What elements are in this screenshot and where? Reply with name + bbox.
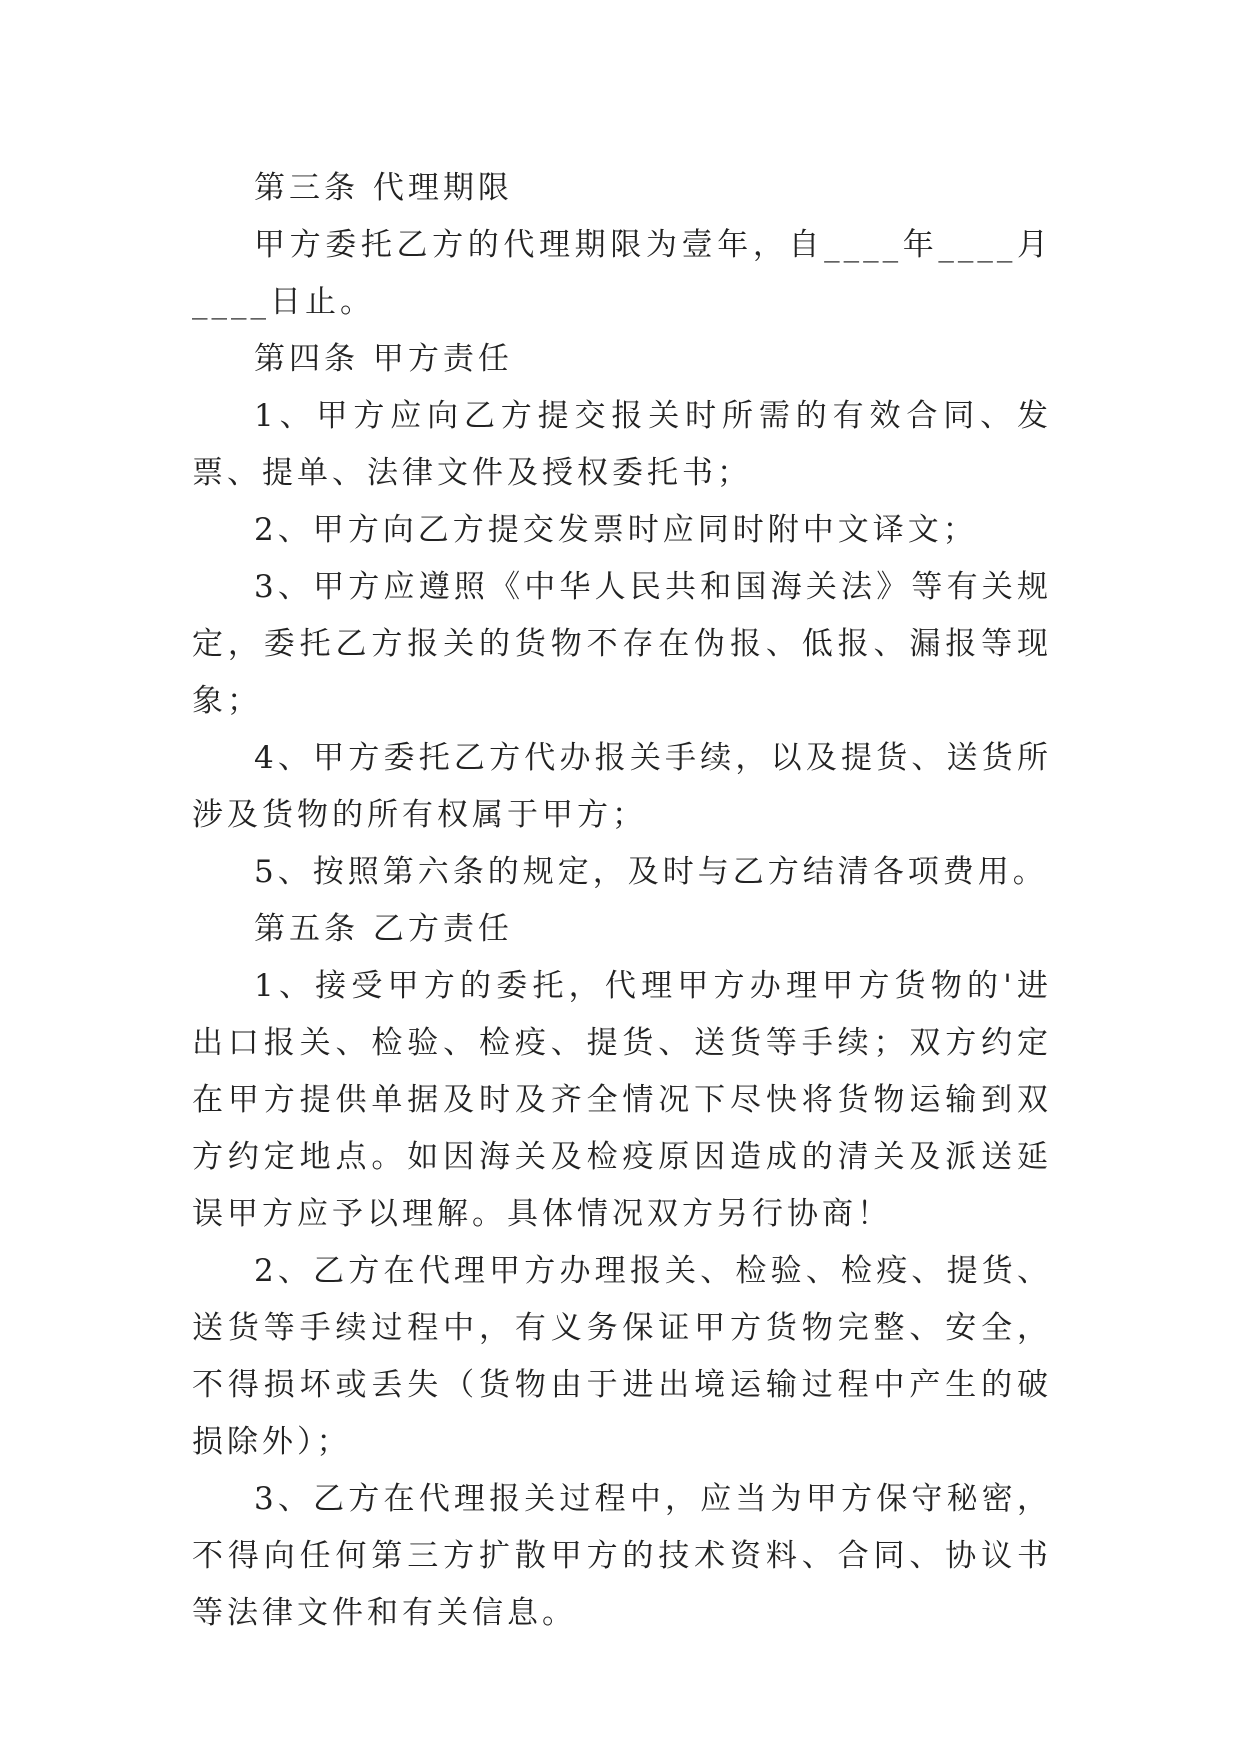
article-3-heading: 第三条 代理期限 <box>254 170 513 206</box>
article-4-item-2: 2、甲方向乙方提交发票时应同时附中文译文； <box>254 512 978 548</box>
article-4-item-4: 4、甲方委托乙方代办报关手续，以及提货、送货所涉及货物的所有权属于甲方； <box>192 740 1052 833</box>
article-5-item-3: 3、乙方在代理报关过程中，应当为甲方保守秘密，不得向任何第三方扩散甲方的技术资料、合同、协议书等法律文件和有关信息。 <box>192 1481 1052 1631</box>
article-5-item-2: 2、乙方在代理甲方办理报关、检验、检疫、提货、送货等手续过程中，有义务保证甲方货物完整、安全，不得损坏或丢失（货物由于进出境运输过程中产生的破损除外）； <box>192 1253 1052 1460</box>
document-body <box>192 160 1052 1642</box>
article-4-heading: 第四条 甲方责任 <box>254 341 513 377</box>
article-4-item-1: 1、甲方应向乙方提交报关时所需的有效合同、发票、提单、法律文件及授权委托书； <box>192 398 1052 491</box>
article-5-item-1: 1、接受甲方的委托，代理甲方办理甲方货物的'进出口报关、检验、检疫、提货、送货等手续；双方约定在甲方提供单据及时及齐全情况下尽快将货物运输到双方约定地点。如因海关及检疫原因造成的清关及派送延误甲方应予以理解。具体情况双方另行协商！ <box>192 968 1052 1232</box>
article-3-term: 甲方委托乙方的代理期限为壹年，自____年____月____日止。 <box>192 227 1052 320</box>
article-4-item-3: 3、甲方应遵照《中华人民共和国海关法》等有关规定，委托乙方报关的货物不存在伪报、低报、漏报等现象； <box>192 569 1052 719</box>
article-4-item-5: 5、按照第六条的规定，及时与乙方结清各项费用。 <box>254 854 1048 890</box>
article-5-heading: 第五条 乙方责任 <box>254 911 513 947</box>
